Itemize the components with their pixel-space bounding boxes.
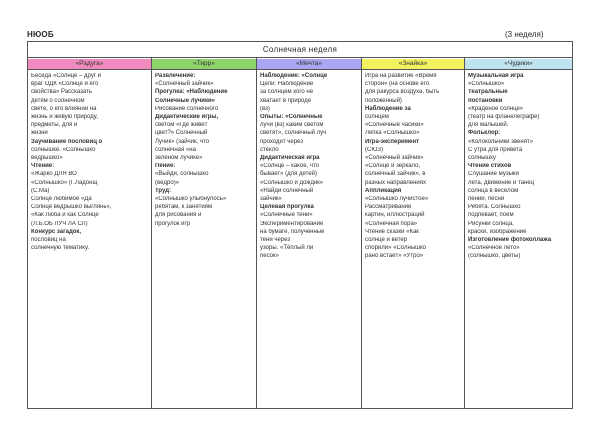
cell-text-line: (Л.Б.ОБ ЛУЧ ЛА СЛ)	[31, 220, 88, 227]
cell-text-line: Рисунки солнца,	[468, 220, 514, 227]
cell-text-line: «Краденое солнце»	[468, 105, 524, 112]
column-mechta	[257, 57, 362, 409]
column-raduga	[28, 57, 152, 409]
cell-text-line: Развлечение:	[155, 73, 196, 79]
cell-text-line: пении, песни	[468, 196, 505, 203]
cell-text-line: Конкурс загадок,	[31, 228, 82, 235]
cell-text-line: Музыкальная игра	[468, 73, 524, 79]
cell-text-line: солнца в весёлом	[468, 187, 519, 194]
cell-text-line: спорили» «Солнышко	[365, 245, 426, 252]
cell-text-line: хватает в природе	[260, 97, 312, 104]
cell-text-line: Беседа «Солнце – друг и	[31, 73, 102, 79]
cell-text-line: Наблюдение: «Солнце	[260, 73, 328, 79]
cell-text-line: детям о солнечном	[31, 97, 85, 104]
cell-text-line: за солнцем кого не	[260, 89, 314, 96]
column-body	[362, 70, 464, 261]
cell-text-line: ведрышко»	[31, 155, 63, 162]
document-header-right: (3 неделя)	[505, 30, 544, 39]
cell-text-line: рано встаёт» «Утро»	[365, 253, 424, 260]
cell-text-line: Прогулка: «Наблюдение	[155, 89, 228, 96]
table-title: Солнечная неделя	[28, 42, 572, 58]
cell-text-line: солнцем	[365, 114, 389, 121]
cell-text-line: Изготовление фотоколлажа	[468, 237, 552, 244]
cell-text-line: «Солнечный зайчик»	[365, 155, 424, 162]
cell-text-line: свете, о его влиянии на	[31, 105, 97, 112]
column-body	[465, 70, 572, 261]
cell-text-line: жизни	[31, 130, 48, 137]
cell-text-line: предметы, для и	[31, 122, 78, 129]
cell-text-line: (вз)	[260, 105, 270, 112]
cell-text-line: Цели: Наблюдение	[260, 81, 314, 88]
cell-text-line: (вёдро)»	[155, 179, 180, 186]
cell-text-line: свойства» Рассказать	[31, 89, 93, 96]
cell-text-line: постановки	[468, 97, 503, 104]
cell-text-line: (солнышко, цветы)	[468, 253, 521, 260]
cell-text-line: солнечную тематику.	[31, 245, 90, 252]
cell-text-line: бывает» (для детей)	[260, 171, 318, 178]
cell-text-line: Слушание музыки	[468, 171, 519, 178]
cell-text-line: лета, движение и танец	[468, 179, 535, 186]
weekly-plan-table	[27, 41, 573, 409]
cell-text-line: стекло	[260, 146, 279, 153]
cell-text-line: «Солнышко улыбнулось»	[155, 196, 227, 203]
cell-text-line: Опыты: «Солнечные	[260, 114, 323, 121]
cell-text-line: солнышке. «Солнышко	[31, 146, 96, 153]
cell-text-line: «Жарко ДЛЯ ВО	[31, 171, 77, 178]
cell-text-line: Ребята. Солнышко	[468, 204, 521, 211]
cell-text-line: Солнце любимое «Да	[31, 196, 92, 203]
cell-text-line: солнце и ветер	[365, 237, 408, 244]
cell-text-line: «Солнечный зайчик»	[155, 81, 214, 88]
cell-text-line: «Солнце и зеркало,	[365, 163, 421, 170]
cell-text-line: Солнечные лучики»	[155, 97, 215, 104]
column-heading: «Тирр»	[152, 59, 256, 70]
cell-text-line: для малышей.	[468, 122, 509, 129]
cell-text-line: светят», солнечный луч	[260, 130, 327, 137]
cell-text-line: солнечный зайчик», в	[365, 171, 426, 178]
cell-text-line: «Солнечное лето»	[468, 245, 520, 252]
cell-text-line: «Колокольчики звенят»	[468, 138, 534, 145]
cell-text-line: «Как Люба и как Солнце	[31, 212, 99, 219]
cell-text-line: цвет?» Солнечный	[155, 130, 208, 137]
cell-text-line: С утра для привета	[468, 146, 523, 153]
cell-text-line: «Солнечные тени»	[260, 212, 313, 219]
cell-text-line: прогулок игр	[155, 220, 191, 227]
cell-text-line: положенный)	[365, 97, 402, 104]
cell-text-line: зелёном лучике»	[155, 155, 203, 162]
cell-text-line: Рассматривание	[365, 204, 412, 211]
cell-text-line: Наблюдение за	[365, 105, 411, 112]
cell-text-line: на бумаге, полученные	[260, 228, 325, 235]
cell-text-line: «Солнышко»	[468, 81, 505, 88]
cell-text-line: песок»	[260, 253, 279, 260]
cell-text-line: Дидактическая игра	[260, 155, 320, 162]
cell-text-line: пословиц на	[31, 237, 66, 244]
cell-text-line: «Солнечная пора»	[365, 220, 418, 227]
cell-text-line: для ракурса воздуха, быть	[365, 89, 440, 96]
cell-text-line: Игра-эксперимент	[365, 138, 420, 145]
column-heading: «Знайка»	[362, 59, 464, 70]
cell-text-line: Рисование солнечного	[155, 105, 219, 112]
column-chudiki	[465, 57, 572, 409]
column-body	[152, 70, 256, 228]
column-heading: «Мечта»	[257, 59, 361, 70]
cell-text-line: светом «Где живёт	[155, 122, 208, 129]
cell-text-line: зайчик»	[260, 196, 282, 203]
cell-text-line: Лепка «Солнышко»	[365, 130, 420, 137]
cell-text-line: Заучивание пословиц о	[31, 138, 103, 145]
cell-text-line: «Солнышко лучистое»	[365, 196, 429, 203]
cell-text-line: для рисования и	[155, 212, 202, 219]
cell-text-line: Чтение сказки «Как	[365, 228, 419, 235]
cell-text-line: проходит через	[260, 138, 304, 145]
cell-text-line: Лучик» (зайчик, что	[155, 138, 210, 145]
cell-text-line: Фольклор:	[468, 130, 501, 137]
cell-text-line: Игра на развитие «Время	[365, 73, 437, 79]
column-body	[28, 70, 151, 252]
cell-text-line: подпевает, поём	[468, 212, 514, 219]
cell-text-line: (СЮЗ)	[365, 146, 384, 153]
cell-text-line: сторон» (на основе его	[365, 81, 430, 88]
cell-text-line: Целевая прогулка	[260, 204, 314, 211]
cell-text-line: узоры. «Тёплый ли	[260, 245, 314, 252]
column-tirr	[152, 57, 257, 409]
cell-text-line: Солнце ведрышко выглянь»,	[31, 204, 112, 211]
cell-text-line: лучи (вз) каким светом	[260, 122, 324, 129]
cell-text-line: краски, изображение	[468, 228, 527, 235]
cell-text-line: картин, иллюстраций	[365, 212, 425, 219]
cell-text-line: разных направлениях	[365, 179, 427, 186]
column-body	[257, 70, 361, 261]
cell-text-line: Пение:	[155, 163, 176, 170]
column-heading: «Радуга»	[28, 59, 151, 70]
cell-text-line: Экспериментирование	[260, 220, 324, 227]
cell-text-line: Труд:	[155, 187, 172, 194]
cell-text-line: «Солнечные часики»	[365, 122, 424, 129]
cell-text-line: враг ОДК «Солнце и его	[31, 81, 99, 88]
cell-text-line: «Выйди, солнышко	[155, 171, 209, 178]
document-header-left: НЮОБ	[27, 30, 54, 39]
column-heading: «Чудики»	[465, 59, 572, 70]
cell-text-line: «Солнце – какое, что	[260, 163, 320, 170]
cell-text-line: «Найди солнечный	[260, 187, 314, 194]
cell-text-line: (С.Ма)	[31, 187, 50, 194]
cell-text-line: Театральные	[468, 89, 508, 96]
cell-text-line: солнечная «на	[155, 146, 196, 153]
cell-text-line: «Солнышко и дождик»	[260, 179, 324, 186]
cell-text-line: «Солнышко» (Г.Ладонщ	[31, 179, 98, 186]
cell-text-line: (театр на фланелеграфе)	[468, 114, 540, 121]
cell-text-line: Аппликация	[365, 187, 402, 194]
cell-text-line: жизнь и живую природу,	[31, 114, 98, 121]
cell-text-line: Чтение стихов	[468, 163, 512, 170]
cell-text-line: солнышку	[468, 155, 496, 162]
column-znayka	[362, 57, 465, 409]
cell-text-line: Дидактические игры,	[155, 114, 219, 121]
cell-text-line: тени через	[260, 237, 291, 244]
cell-text-line: ребятам, к занятиям	[155, 204, 213, 211]
cell-text-line: Чтение:	[31, 163, 55, 170]
